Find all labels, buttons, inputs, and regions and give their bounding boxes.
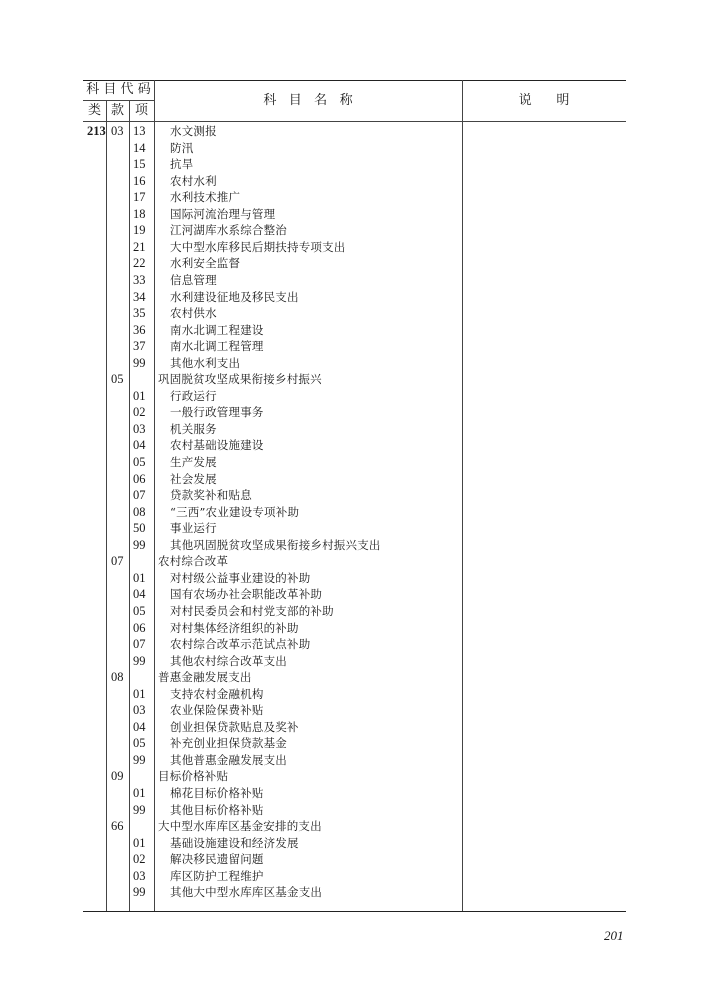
table-row	[83, 140, 626, 157]
table-row	[83, 702, 626, 719]
table-row	[83, 735, 626, 752]
cell-name: 大中型水库库区基金安排的支出	[158, 819, 322, 834]
code-group-divider	[83, 100, 154, 101]
table-top-rule	[83, 80, 626, 81]
cell-name: 农村综合改革	[158, 554, 229, 569]
cell-xiang: 33	[133, 272, 146, 287]
header-code-group: 科 目 代 码	[86, 82, 151, 97]
table-row	[83, 653, 626, 670]
cell-xiang: 99	[133, 653, 146, 668]
cell-name: 信息管理	[170, 272, 217, 287]
table-row	[83, 123, 626, 140]
cell-xiang: 18	[133, 206, 146, 221]
header-col-lei: 类	[87, 103, 101, 118]
cell-xiang: 06	[133, 471, 146, 486]
cell-xiang: 99	[133, 802, 146, 817]
table-row	[83, 868, 626, 885]
header-col-note: 说 明	[518, 93, 570, 108]
cell-xiang: 07	[133, 488, 146, 503]
table-row	[83, 322, 626, 339]
cell-name: 大中型水库移民后期扶持专项支出	[170, 239, 346, 254]
table-row	[83, 404, 626, 421]
header-col-xiang: 项	[134, 103, 148, 118]
cell-xiang: 34	[133, 289, 146, 304]
table-row	[83, 752, 626, 769]
cell-name: 农村综合改革示范试点补助	[170, 637, 311, 652]
table-row	[83, 355, 626, 372]
table-row	[83, 537, 626, 554]
cell-name: 机关服务	[170, 421, 217, 436]
cell-name: 一般行政管理事务	[170, 405, 264, 420]
cell-xiang: 37	[133, 339, 146, 354]
cell-name: 其他目标价格补贴	[170, 802, 264, 817]
table-row	[83, 289, 626, 306]
cell-name: 水利安全监督	[170, 256, 241, 271]
cell-xiang: 03	[133, 703, 146, 718]
cell-name: “三西”农业建设专项补助	[170, 504, 300, 519]
cell-xiang: 02	[133, 852, 146, 867]
cell-lei: 213	[87, 124, 106, 138]
cell-name: 生产发展	[170, 455, 217, 469]
cell-xiang: 03	[133, 868, 146, 883]
table-row	[83, 835, 626, 852]
cell-xiang: 22	[133, 256, 146, 271]
cell-kuan: 08	[111, 670, 124, 685]
cell-kuan: 05	[111, 372, 124, 387]
cell-kuan: 09	[111, 769, 124, 784]
cell-name: 其他大中型水库库区基金支出	[170, 885, 323, 900]
cell-xiang: 17	[133, 190, 146, 205]
table-row	[83, 818, 626, 835]
table-row	[83, 686, 626, 703]
table-row	[83, 239, 626, 256]
cell-xiang: 21	[133, 239, 146, 254]
cell-name: 其他水利支出	[170, 355, 241, 370]
cell-xiang: 19	[133, 223, 146, 238]
table-row	[83, 371, 626, 388]
cell-name: 行政运行	[170, 388, 217, 403]
cell-name: 水文测报	[170, 124, 217, 138]
cell-name: 防汛	[170, 140, 194, 155]
cell-xiang: 01	[133, 570, 146, 585]
table-row	[83, 437, 626, 454]
table-row	[83, 669, 626, 686]
table-row	[83, 156, 626, 173]
cell-name: 社会发展	[170, 471, 217, 486]
cell-xiang: 03	[133, 421, 146, 436]
cell-xiang: 99	[133, 355, 146, 370]
cell-name: 南水北调工程建设	[170, 322, 264, 337]
cell-xiang: 35	[133, 306, 146, 321]
table-row	[83, 206, 626, 223]
cell-xiang: 05	[133, 736, 146, 751]
cell-xiang: 08	[133, 504, 146, 519]
cell-xiang: 99	[133, 537, 146, 552]
table-row	[83, 454, 626, 471]
table-row	[83, 388, 626, 405]
cell-name: 目标价格补贴	[158, 769, 229, 784]
cell-name: 棉花目标价格补贴	[170, 786, 264, 800]
cell-xiang: 01	[133, 835, 146, 850]
cell-xiang: 06	[133, 620, 146, 635]
cell-name: 支持农村金融机构	[170, 686, 264, 701]
cell-xiang: 05	[133, 603, 146, 618]
table-row	[83, 570, 626, 587]
table-row	[83, 338, 626, 355]
table-row	[83, 421, 626, 438]
table-row	[83, 487, 626, 504]
table-row	[83, 785, 626, 802]
table-row	[83, 471, 626, 488]
cell-name: 对村民委员会和村党支部的补助	[170, 603, 334, 618]
table-row	[83, 173, 626, 190]
table-row	[83, 520, 626, 537]
cell-name: 水利技术推广	[170, 190, 241, 205]
cell-xiang: 14	[133, 140, 146, 155]
cell-xiang: 05	[133, 455, 146, 469]
cell-xiang: 15	[133, 157, 146, 172]
table-row	[83, 272, 626, 289]
cell-kuan: 07	[111, 554, 124, 569]
cell-name: 对村集体经济组织的补助	[170, 620, 299, 635]
cell-name: 农村供水	[170, 306, 217, 321]
header-col-name: 科 目 名 称	[263, 93, 353, 108]
cell-xiang: 02	[133, 405, 146, 420]
cell-name: 农村水利	[170, 173, 217, 188]
cell-name: 基础设施建设和经济发展	[170, 835, 299, 850]
cell-name: 库区防护工程维护	[170, 868, 264, 883]
table-row	[83, 719, 626, 736]
page-number: 201	[604, 928, 624, 943]
cell-kuan: 66	[111, 819, 124, 834]
table-row	[83, 603, 626, 620]
cell-xiang: 99	[133, 885, 146, 900]
cell-xiang: 01	[133, 786, 146, 800]
header-col-kuan: 款	[110, 103, 124, 118]
cell-name: 解决移民遗留问题	[170, 852, 264, 867]
cell-name: 巩固脱贫攻坚成果衔接乡村振兴	[158, 372, 322, 387]
cell-name: 其他巩固脱贫攻坚成果衔接乡村振兴支出	[170, 537, 381, 552]
cell-name: 国际河流治理与管理	[170, 206, 276, 221]
table-row	[83, 636, 626, 653]
table-row	[83, 553, 626, 570]
cell-name: 农村基础设施建设	[170, 438, 264, 453]
cell-name: 水利建设征地及移民支出	[170, 289, 299, 304]
table-row	[83, 222, 626, 239]
cell-name: 国有农场办社会职能改革补助	[170, 587, 323, 602]
cell-name: 江河湖库水系综合整治	[170, 223, 287, 238]
cell-xiang: 04	[133, 438, 146, 453]
table-row	[83, 620, 626, 637]
table-row	[83, 586, 626, 603]
cell-name: 抗旱	[170, 157, 194, 172]
cell-name: 贷款奖补和贴息	[170, 488, 252, 503]
cell-name: 补充创业担保贷款基金	[170, 736, 287, 751]
header-bottom-rule	[83, 121, 626, 122]
cell-xiang: 99	[133, 752, 146, 767]
table-row	[83, 504, 626, 521]
cell-name: 其他普惠金融发展支出	[170, 752, 287, 767]
table-row	[83, 189, 626, 206]
cell-xiang: 13	[133, 124, 146, 138]
table-row	[83, 802, 626, 819]
table-bottom-rule	[83, 911, 626, 912]
cell-name: 事业运行	[170, 521, 217, 536]
cell-name: 南水北调工程管理	[170, 339, 264, 354]
cell-xiang: 01	[133, 686, 146, 701]
table-row	[83, 305, 626, 322]
cell-name: 普惠金融发展支出	[158, 670, 252, 685]
table-row	[83, 884, 626, 901]
cell-xiang: 01	[133, 388, 146, 403]
table-row	[83, 255, 626, 272]
cell-xiang: 36	[133, 322, 146, 337]
table-row	[83, 851, 626, 868]
cell-xiang: 04	[133, 587, 146, 602]
table-row	[83, 768, 626, 785]
cell-kuan: 03	[111, 124, 124, 138]
cell-name: 其他农村综合改革支出	[170, 653, 287, 668]
cell-name: 创业担保贷款贴息及奖补	[170, 719, 299, 734]
cell-name: 农业保险保费补贴	[170, 703, 264, 718]
cell-xiang: 16	[133, 173, 146, 188]
cell-xiang: 50	[133, 521, 146, 536]
cell-xiang: 04	[133, 719, 146, 734]
cell-xiang: 07	[133, 637, 146, 652]
cell-name: 对村级公益事业建设的补助	[170, 570, 311, 585]
